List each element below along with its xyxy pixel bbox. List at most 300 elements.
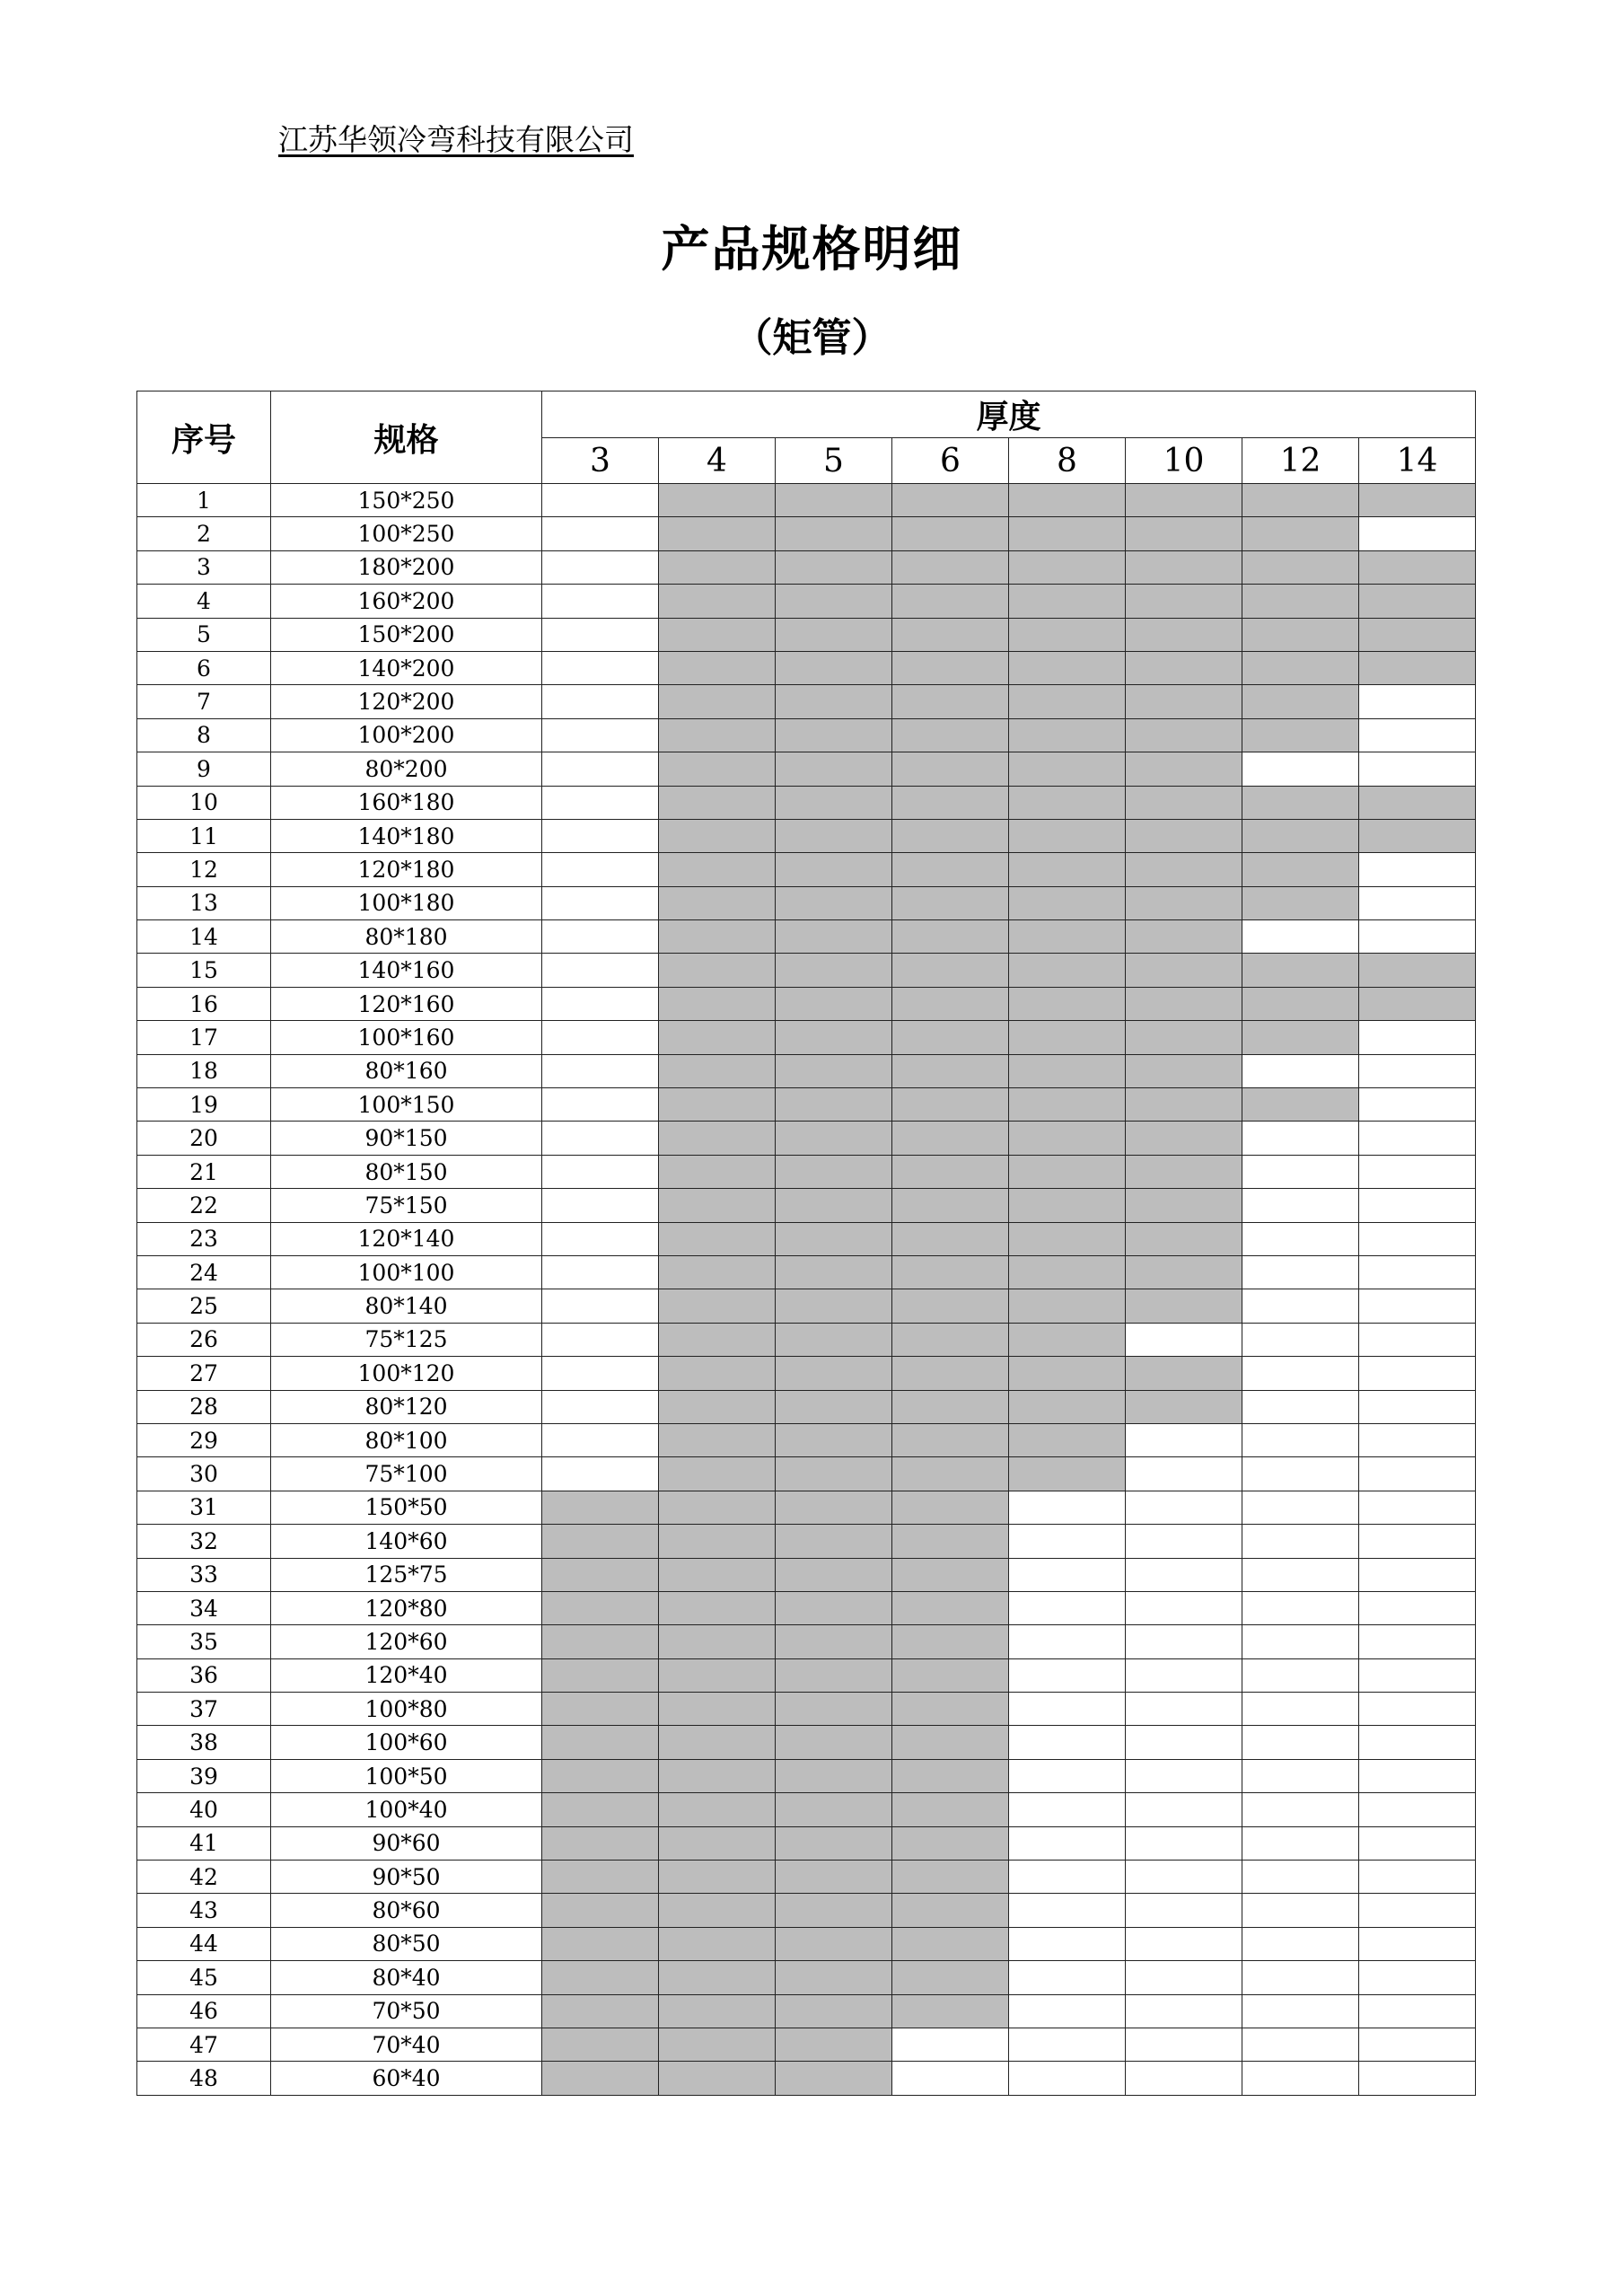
thickness-cell-available [659, 1961, 776, 1994]
row-spec: 100*150 [271, 1088, 542, 1122]
thickness-cell-empty [542, 1088, 659, 1122]
row-index: 27 [137, 1357, 271, 1390]
table-row [137, 1155, 1476, 1188]
table-row [137, 1289, 1476, 1323]
thickness-cell-empty [1359, 1693, 1476, 1726]
thickness-cell-available [1242, 819, 1359, 852]
row-spec: 75*100 [271, 1457, 542, 1491]
thickness-cell-empty [1242, 1323, 1359, 1356]
thickness-cell-available [892, 1255, 1009, 1289]
thickness-cell-available [776, 819, 892, 852]
thickness-cell-empty [542, 819, 659, 852]
thickness-cell-available [542, 1558, 659, 1591]
thickness-cell-available [659, 853, 776, 886]
thickness-cell-empty [1359, 853, 1476, 886]
thickness-cell-available [892, 1021, 1009, 1054]
row-index: 25 [137, 1289, 271, 1323]
thickness-cell-available [776, 1793, 892, 1826]
thickness-cell-available [1009, 853, 1126, 886]
thickness-cell-available [659, 2028, 776, 2061]
thickness-cell-available [1126, 819, 1242, 852]
thickness-cell-available [892, 752, 1009, 786]
row-index: 3 [137, 550, 271, 584]
thickness-cell-available [1126, 853, 1242, 886]
thickness-cell-available [1009, 1021, 1126, 1054]
thickness-cell-empty [1242, 1658, 1359, 1692]
thickness-cell-available [1009, 517, 1126, 550]
table-row [137, 1658, 1476, 1692]
thickness-cell-available [659, 954, 776, 987]
thickness-cell-available [776, 1222, 892, 1255]
thickness-cell-empty [1126, 1861, 1242, 1894]
thickness-cell-available [776, 1255, 892, 1289]
row-index: 28 [137, 1390, 271, 1423]
row-spec: 70*50 [271, 1994, 542, 2028]
thickness-cell-empty [1009, 1525, 1126, 1558]
thickness-cell-empty [1009, 2062, 1126, 2095]
thickness-cell-available [659, 920, 776, 954]
thickness-cell-available [1242, 718, 1359, 752]
row-spec: 80*150 [271, 1155, 542, 1188]
thickness-cell-empty [542, 1222, 659, 1255]
row-spec: 90*50 [271, 1861, 542, 1894]
row-index: 43 [137, 1894, 271, 1927]
thickness-cell-available [1126, 550, 1242, 584]
thickness-cell-available [776, 1558, 892, 1591]
row-spec: 125*75 [271, 1558, 542, 1591]
row-spec: 160*200 [271, 585, 542, 618]
thickness-cell-available [776, 1994, 892, 2028]
thickness-cell-available [776, 550, 892, 584]
thickness-cell-empty [542, 954, 659, 987]
thickness-cell-available [1009, 1222, 1126, 1255]
table-row [137, 1826, 1476, 1860]
table-row [137, 550, 1476, 584]
thickness-cell-available [892, 1457, 1009, 1491]
thickness-cell-available [1009, 1357, 1126, 1390]
row-spec: 150*250 [271, 484, 542, 517]
thickness-cell-available [892, 886, 1009, 919]
thickness-cell-available [1126, 718, 1242, 752]
page-title: 产品规格明细 [661, 221, 963, 277]
thickness-header-cell: 10 [1126, 438, 1242, 484]
thickness-cell-empty [1126, 1961, 1242, 1994]
thickness-cell-available [1359, 585, 1476, 618]
thickness-cell-available [892, 1054, 1009, 1087]
thickness-cell-empty [1359, 1625, 1476, 1658]
table-row [137, 1558, 1476, 1591]
thickness-cell-available [1009, 1155, 1126, 1188]
thickness-cell-available [776, 1726, 892, 1759]
table-row [137, 1525, 1476, 1558]
thickness-cell-available [776, 752, 892, 786]
thickness-cell-available [776, 987, 892, 1020]
row-spec: 120*160 [271, 987, 542, 1020]
spec-table [136, 391, 1476, 2096]
thickness-cell-empty [1242, 1826, 1359, 1860]
thickness-cell-empty [1242, 920, 1359, 954]
thickness-cell-available [892, 1558, 1009, 1591]
thickness-cell-available [659, 1189, 776, 1222]
row-index: 23 [137, 1222, 271, 1255]
thickness-cell-available [1126, 1189, 1242, 1222]
thickness-cell-empty [1242, 1558, 1359, 1591]
thickness-cell-available [659, 618, 776, 651]
thickness-cell-available [659, 1625, 776, 1658]
thickness-cell-empty [542, 1054, 659, 1087]
thickness-cell-empty [1359, 1155, 1476, 1188]
thickness-cell-available [1009, 585, 1126, 618]
thickness-cell-available [1359, 550, 1476, 584]
thickness-cell-available [892, 987, 1009, 1020]
thickness-cell-available [659, 1927, 776, 1960]
thickness-cell-available [776, 1826, 892, 1860]
thickness-cell-empty [1126, 1591, 1242, 1624]
thickness-cell-available [892, 1122, 1009, 1155]
thickness-cell-empty [542, 618, 659, 651]
thickness-cell-available [1126, 1357, 1242, 1390]
thickness-cell-available [1009, 1390, 1126, 1423]
thickness-cell-available [659, 1591, 776, 1624]
thickness-cell-available [892, 853, 1009, 886]
thickness-cell-empty [1242, 1054, 1359, 1087]
row-spec: 100*180 [271, 886, 542, 919]
thickness-cell-available [892, 920, 1009, 954]
thickness-cell-available [892, 651, 1009, 684]
thickness-cell-empty [1242, 1861, 1359, 1894]
thickness-cell-empty [1009, 1961, 1126, 1994]
thickness-cell-available [1009, 484, 1126, 517]
thickness-cell-available [1242, 853, 1359, 886]
row-index: 18 [137, 1054, 271, 1087]
thickness-cell-empty [1242, 2028, 1359, 2061]
thickness-cell-empty [1126, 1625, 1242, 1658]
thickness-cell-empty [1359, 1021, 1476, 1054]
thickness-cell-available [776, 1357, 892, 1390]
thickness-cell-empty [542, 853, 659, 886]
thickness-cell-available [1126, 1289, 1242, 1323]
thickness-cell-empty [542, 1255, 659, 1289]
thickness-cell-empty [1359, 1927, 1476, 1960]
thickness-cell-empty [1359, 1222, 1476, 1255]
thickness-cell-available [776, 2028, 892, 2061]
thickness-cell-available [892, 1625, 1009, 1658]
thickness-cell-empty [542, 786, 659, 819]
row-index: 48 [137, 2062, 271, 2095]
table-row [137, 1054, 1476, 1087]
row-spec: 90*150 [271, 1122, 542, 1155]
thickness-cell-available [659, 484, 776, 517]
thickness-cell-empty [542, 1021, 659, 1054]
table-row [137, 1894, 1476, 1927]
thickness-cell-empty [1359, 1994, 1476, 2028]
thickness-cell-available [1009, 954, 1126, 987]
thickness-cell-empty [542, 550, 659, 584]
thickness-cell-available [1009, 1457, 1126, 1491]
row-index: 32 [137, 1525, 271, 1558]
thickness-cell-empty [1009, 1861, 1126, 1894]
thickness-header-cell: 5 [776, 438, 892, 484]
row-spec: 75*125 [271, 1323, 542, 1356]
table-row [137, 484, 1476, 517]
thickness-cell-available [659, 1054, 776, 1087]
table-row [137, 1491, 1476, 1524]
row-index: 44 [137, 1927, 271, 1960]
row-index: 10 [137, 786, 271, 819]
thickness-cell-empty [1009, 1625, 1126, 1658]
thickness-cell-available [1242, 618, 1359, 651]
thickness-cell-available [542, 1861, 659, 1894]
thickness-cell-empty [1242, 1693, 1359, 1726]
thickness-cell-empty [1242, 1423, 1359, 1456]
table-row [137, 920, 1476, 954]
thickness-cell-empty [1359, 2062, 1476, 2095]
thickness-cell-available [1359, 651, 1476, 684]
thickness-header-cell: 12 [1242, 438, 1359, 484]
thickness-cell-empty [1242, 1726, 1359, 1759]
thickness-cell-empty [1359, 718, 1476, 752]
thickness-cell-available [1242, 786, 1359, 819]
thickness-cell-available [776, 1390, 892, 1423]
row-index: 17 [137, 1021, 271, 1054]
row-index: 21 [137, 1155, 271, 1188]
thickness-cell-empty [542, 1122, 659, 1155]
thickness-cell-available [659, 651, 776, 684]
thickness-cell-empty [1009, 1658, 1126, 1692]
thickness-cell-available [659, 1826, 776, 1860]
row-index: 39 [137, 1759, 271, 1792]
thickness-cell-empty [1242, 1390, 1359, 1423]
table-row [137, 1122, 1476, 1155]
thickness-cell-available [659, 1289, 776, 1323]
thickness-cell-available [892, 484, 1009, 517]
thickness-cell-available [776, 1054, 892, 1087]
thickness-cell-empty [1242, 1525, 1359, 1558]
thickness-cell-empty [1009, 1994, 1126, 2028]
row-spec: 120*40 [271, 1658, 542, 1692]
thickness-cell-available [659, 1457, 776, 1491]
thickness-cell-available [1126, 987, 1242, 1020]
row-index: 13 [137, 886, 271, 919]
thickness-cell-empty [1242, 1255, 1359, 1289]
thickness-cell-available [1009, 1323, 1126, 1356]
thickness-cell-available [1242, 1021, 1359, 1054]
thickness-cell-available [776, 1693, 892, 1726]
thickness-cell-empty [1009, 1927, 1126, 1960]
thickness-cell-available [1009, 718, 1126, 752]
thickness-cell-available [542, 1927, 659, 1960]
thickness-cell-available [1009, 920, 1126, 954]
row-index: 14 [137, 920, 271, 954]
thickness-cell-empty [1126, 1826, 1242, 1860]
thickness-cell-available [659, 1994, 776, 2028]
thickness-cell-empty [542, 920, 659, 954]
thickness-cell-available [776, 1927, 892, 1960]
thickness-cell-available [892, 1357, 1009, 1390]
thickness-cell-available [892, 1861, 1009, 1894]
thickness-header-cell: 14 [1359, 438, 1476, 484]
thickness-cell-empty [1126, 1558, 1242, 1591]
row-spec: 80*40 [271, 1961, 542, 1994]
row-index: 40 [137, 1793, 271, 1826]
thickness-cell-available [1242, 954, 1359, 987]
thickness-cell-empty [1359, 1726, 1476, 1759]
thickness-cell-available [542, 1491, 659, 1524]
row-index: 36 [137, 1658, 271, 1692]
thickness-cell-available [892, 786, 1009, 819]
thickness-cell-available [1009, 752, 1126, 786]
thickness-cell-available [892, 1793, 1009, 1826]
row-index: 41 [137, 1826, 271, 1860]
table-row [137, 1021, 1476, 1054]
thickness-cell-empty [1359, 1658, 1476, 1692]
thickness-cell-empty [542, 1423, 659, 1456]
table-row [137, 954, 1476, 987]
row-spec: 80*160 [271, 1054, 542, 1087]
table-row [137, 886, 1476, 919]
thickness-cell-available [892, 1155, 1009, 1188]
thickness-cell-empty [1242, 752, 1359, 786]
thickness-cell-available [892, 1323, 1009, 1356]
thickness-cell-available [1126, 517, 1242, 550]
header-index: 序号 [137, 391, 271, 484]
row-spec: 80*100 [271, 1423, 542, 1456]
thickness-cell-available [776, 886, 892, 919]
thickness-cell-available [659, 1759, 776, 1792]
table-row [137, 1255, 1476, 1289]
thickness-header-cell: 4 [659, 438, 776, 484]
thickness-cell-available [659, 819, 776, 852]
thickness-cell-available [776, 618, 892, 651]
thickness-cell-empty [542, 1357, 659, 1390]
thickness-cell-empty [1126, 1726, 1242, 1759]
thickness-cell-available [542, 1826, 659, 1860]
row-index: 31 [137, 1491, 271, 1524]
thickness-cell-empty [1009, 1591, 1126, 1624]
thickness-cell-available [659, 585, 776, 618]
thickness-cell-available [1126, 1021, 1242, 1054]
row-index: 15 [137, 954, 271, 987]
row-index: 47 [137, 2028, 271, 2061]
thickness-cell-available [1009, 1088, 1126, 1122]
thickness-cell-available [892, 618, 1009, 651]
thickness-cell-empty [1009, 1558, 1126, 1591]
thickness-cell-available [542, 1894, 659, 1927]
thickness-cell-available [1126, 752, 1242, 786]
thickness-cell-empty [1009, 1894, 1126, 1927]
table-row [137, 1625, 1476, 1658]
header-spec: 规格 [271, 391, 542, 484]
thickness-cell-available [1126, 1155, 1242, 1188]
thickness-cell-available [659, 786, 776, 819]
thickness-cell-available [1126, 886, 1242, 919]
row-spec: 120*80 [271, 1591, 542, 1624]
thickness-cell-available [1126, 618, 1242, 651]
table-row [137, 685, 1476, 718]
thickness-cell-available [1126, 1222, 1242, 1255]
row-index: 2 [137, 517, 271, 550]
table-row [137, 1927, 1476, 1960]
thickness-cell-available [1126, 651, 1242, 684]
table-row [137, 987, 1476, 1020]
table-row [137, 1222, 1476, 1255]
thickness-cell-available [776, 651, 892, 684]
thickness-cell-empty [1242, 2062, 1359, 2095]
thickness-cell-empty [1242, 1994, 1359, 2028]
thickness-cell-available [776, 685, 892, 718]
thickness-cell-empty [1359, 517, 1476, 550]
row-index: 24 [137, 1255, 271, 1289]
row-spec: 120*200 [271, 685, 542, 718]
row-spec: 80*60 [271, 1894, 542, 1927]
row-index: 38 [137, 1726, 271, 1759]
thickness-cell-available [1126, 786, 1242, 819]
thickness-cell-empty [1242, 1289, 1359, 1323]
thickness-cell-available [659, 1357, 776, 1390]
thickness-cell-available [892, 517, 1009, 550]
thickness-cell-available [659, 1793, 776, 1826]
thickness-cell-available [1242, 685, 1359, 718]
header-thickness: 厚度 [542, 391, 1476, 438]
thickness-cell-available [776, 1759, 892, 1792]
thickness-cell-empty [542, 585, 659, 618]
row-spec: 100*60 [271, 1726, 542, 1759]
thickness-cell-available [892, 685, 1009, 718]
row-spec: 80*120 [271, 1390, 542, 1423]
thickness-cell-available [1126, 484, 1242, 517]
thickness-cell-available [659, 1255, 776, 1289]
thickness-cell-available [659, 1491, 776, 1524]
thickness-cell-empty [1242, 1189, 1359, 1222]
thickness-cell-available [776, 1491, 892, 1524]
thickness-cell-available [1009, 1122, 1126, 1155]
thickness-cell-available [776, 718, 892, 752]
thickness-cell-available [1009, 1289, 1126, 1323]
row-index: 4 [137, 585, 271, 618]
thickness-cell-empty [542, 685, 659, 718]
table-row [137, 1088, 1476, 1122]
thickness-cell-empty [1359, 1189, 1476, 1222]
thickness-cell-available [776, 786, 892, 819]
row-index: 1 [137, 484, 271, 517]
thickness-cell-available [1242, 651, 1359, 684]
row-index: 20 [137, 1122, 271, 1155]
thickness-cell-empty [1242, 1927, 1359, 1960]
table-row [137, 1323, 1476, 1356]
thickness-cell-empty [1242, 1122, 1359, 1155]
thickness-cell-available [776, 1122, 892, 1155]
thickness-cell-available [542, 1625, 659, 1658]
thickness-cell-empty [542, 1323, 659, 1356]
row-spec: 120*140 [271, 1222, 542, 1255]
thickness-cell-available [1009, 1423, 1126, 1456]
thickness-cell-empty [1359, 1491, 1476, 1524]
thickness-cell-empty [542, 1390, 659, 1423]
thickness-cell-available [1009, 819, 1126, 852]
thickness-cell-available [659, 517, 776, 550]
thickness-cell-available [776, 954, 892, 987]
thickness-cell-available [776, 517, 892, 550]
thickness-cell-empty [1359, 1591, 1476, 1624]
thickness-cell-available [892, 819, 1009, 852]
thickness-cell-available [1359, 484, 1476, 517]
thickness-cell-empty [1126, 1525, 1242, 1558]
thickness-cell-empty [542, 752, 659, 786]
table-row [137, 2028, 1476, 2061]
thickness-cell-empty [1359, 1357, 1476, 1390]
thickness-cell-empty [1009, 1759, 1126, 1792]
row-spec: 100*40 [271, 1793, 542, 1826]
